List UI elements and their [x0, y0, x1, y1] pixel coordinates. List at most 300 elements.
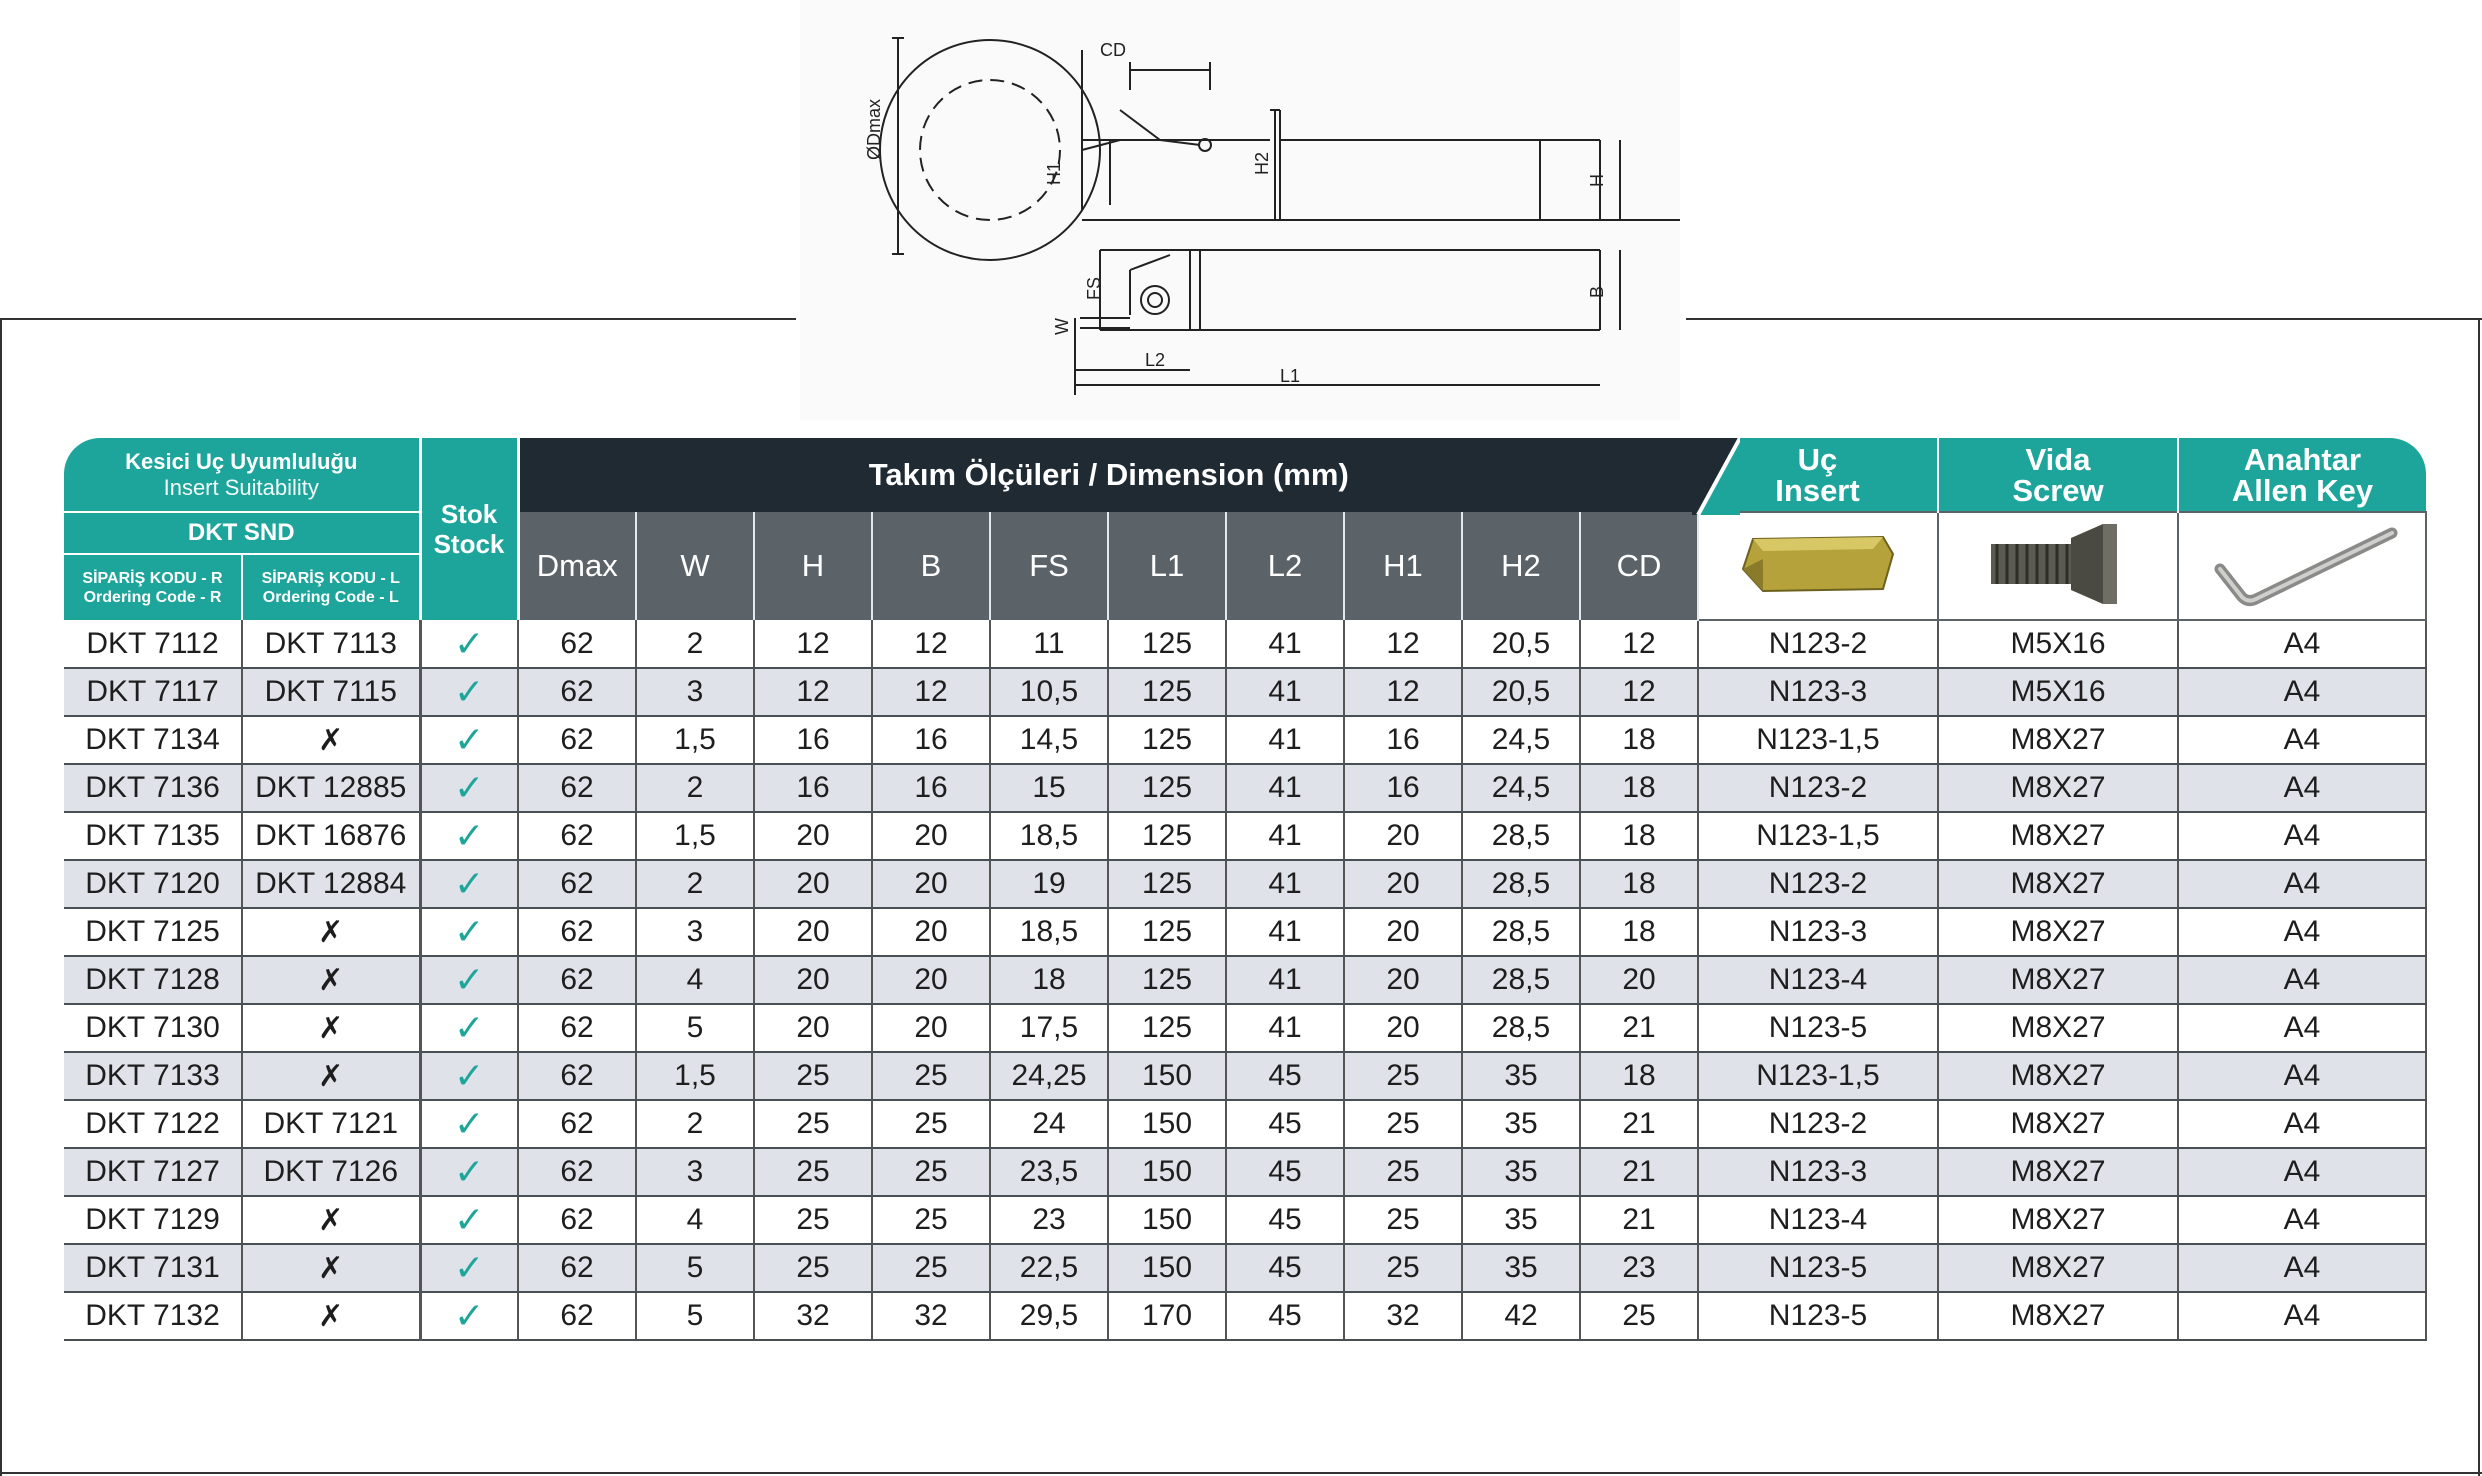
- order-code-l-header: [242, 554, 420, 620]
- cell-b: 16: [872, 764, 990, 812]
- table-row: [64, 956, 2426, 1004]
- check-icon: ✓: [420, 764, 518, 812]
- cell-screw-code: M8X27: [1938, 1148, 2178, 1196]
- cell-allen-key-code: A4: [2178, 956, 2426, 1004]
- cell-h1: 25: [1344, 1244, 1462, 1292]
- cell-fs: 10,5: [990, 668, 1108, 716]
- cell-screw-code: M8X27: [1938, 1052, 2178, 1100]
- table-row: [64, 1292, 2426, 1340]
- screw-header-tr: Vida: [2025, 441, 2091, 477]
- cell-h2: 20,5: [1462, 668, 1580, 716]
- cell-h: 25: [754, 1100, 872, 1148]
- cell-screw-code: M8X27: [1938, 812, 2178, 860]
- cell-fs: 14,5: [990, 716, 1108, 764]
- cell-insert-code: N123-1,5: [1698, 1052, 1938, 1100]
- cell-order-code-r: DKT 7136: [64, 764, 242, 812]
- cell-w: 3: [636, 908, 754, 956]
- screw-icon: [1983, 516, 2133, 612]
- cell-allen-key-code: A4: [2178, 1292, 2426, 1340]
- cell-insert-code: N123-4: [1698, 1196, 1938, 1244]
- cell-screw-code: M8X27: [1938, 1196, 2178, 1244]
- cell-w: 5: [636, 1292, 754, 1340]
- cell-dmax: 62: [518, 620, 636, 668]
- cell-dmax: 62: [518, 956, 636, 1004]
- cell-insert-code: N123-2: [1698, 620, 1938, 668]
- cell-insert-code: N123-4: [1698, 956, 1938, 1004]
- cell-l1: 150: [1108, 1244, 1226, 1292]
- table-row: [64, 860, 2426, 908]
- dimension-header-en: Dimension (mm): [1097, 457, 1349, 492]
- cell-b: 12: [872, 668, 990, 716]
- cell-insert-code: N123-1,5: [1698, 716, 1938, 764]
- cell-l1: 125: [1108, 860, 1226, 908]
- col-l1: L1: [1108, 512, 1226, 620]
- cell-l1: 170: [1108, 1292, 1226, 1340]
- cell-h1: 16: [1344, 716, 1462, 764]
- cell-cd: 18: [1580, 716, 1698, 764]
- cell-cd: 18: [1580, 812, 1698, 860]
- cell-screw-code: M8X27: [1938, 1100, 2178, 1148]
- cell-allen-key-code: A4: [2178, 1196, 2426, 1244]
- stock-header-tr: Stok: [440, 499, 498, 529]
- cell-insert-code: N123-5: [1698, 1244, 1938, 1292]
- order-code-l-tr: SİPARİŞ KODU - L: [261, 569, 400, 587]
- stock-header: [420, 438, 518, 620]
- insert-suitability-header: [64, 438, 420, 512]
- cell-b: 20: [872, 1004, 990, 1052]
- cell-insert-code: N123-5: [1698, 1004, 1938, 1052]
- cell-dmax: 62: [518, 1148, 636, 1196]
- col-cd: CD: [1580, 512, 1698, 620]
- cell-w: 2: [636, 620, 754, 668]
- cell-h: 20: [754, 908, 872, 956]
- insert-header-tr: Uç: [1797, 441, 1838, 477]
- cell-h2: 24,5: [1462, 764, 1580, 812]
- cell-dmax: 62: [518, 908, 636, 956]
- cell-b: 16: [872, 716, 990, 764]
- cell-w: 1,5: [636, 716, 754, 764]
- cell-w: 2: [636, 860, 754, 908]
- cell-dmax: 62: [518, 1052, 636, 1100]
- spec-table: [64, 438, 2427, 1341]
- frame-top-right: [1686, 318, 2482, 320]
- cell-order-code-r: DKT 7117: [64, 668, 242, 716]
- insert-suitability-subtitle: Insert Suitability: [163, 474, 319, 500]
- cell-h2: 24,5: [1462, 716, 1580, 764]
- cell-fs: 22,5: [990, 1244, 1108, 1292]
- cell-order-code-r: DKT 7125: [64, 908, 242, 956]
- table-row: [64, 1244, 2426, 1292]
- cell-l2: 41: [1226, 812, 1344, 860]
- header-slant-divider: [1692, 438, 1740, 515]
- cell-h: 32: [754, 1292, 872, 1340]
- cell-l1: 150: [1108, 1196, 1226, 1244]
- cell-insert-code: N123-5: [1698, 1292, 1938, 1340]
- cross-icon: ✗: [242, 1292, 420, 1340]
- cell-screw-code: M8X27: [1938, 1292, 2178, 1340]
- cell-h: 25: [754, 1196, 872, 1244]
- cell-fs: 19: [990, 860, 1108, 908]
- cell-cd: 21: [1580, 1004, 1698, 1052]
- cell-l1: 150: [1108, 1148, 1226, 1196]
- cell-order-code-r: DKT 7130: [64, 1004, 242, 1052]
- screw-header: [1938, 438, 2178, 512]
- check-icon: ✓: [420, 1292, 518, 1340]
- order-code-l-en: Ordering Code - L: [262, 588, 399, 606]
- cell-l2: 41: [1226, 1004, 1344, 1052]
- cell-h1: 12: [1344, 620, 1462, 668]
- cell-fs: 18,5: [990, 812, 1108, 860]
- check-icon: ✓: [420, 956, 518, 1004]
- frame-left: [0, 318, 2, 1476]
- cell-b: 12: [872, 620, 990, 668]
- cross-icon: ✗: [242, 956, 420, 1004]
- screw-header-en: Screw: [2012, 472, 2104, 508]
- cell-order-code-r: DKT 7135: [64, 812, 242, 860]
- table-row: [64, 812, 2426, 860]
- table-body: [64, 620, 2426, 1340]
- cell-allen-key-code: A4: [2178, 620, 2426, 668]
- cell-l1: 125: [1108, 1004, 1226, 1052]
- cell-h: 20: [754, 956, 872, 1004]
- cross-icon: ✗: [242, 908, 420, 956]
- cell-fs: 29,5: [990, 1292, 1108, 1340]
- cell-cd: 18: [1580, 860, 1698, 908]
- stock-header-en: Stock: [433, 529, 505, 559]
- drawing-label-l1: L1: [1280, 366, 1301, 386]
- cell-l2: 45: [1226, 1052, 1344, 1100]
- cell-h1: 16: [1344, 764, 1462, 812]
- cell-order-code-l: DKT 12884: [242, 860, 420, 908]
- cell-dmax: 62: [518, 1244, 636, 1292]
- cell-order-code-l: DKT 12885: [242, 764, 420, 812]
- cell-b: 25: [872, 1244, 990, 1292]
- cell-h: 12: [754, 668, 872, 716]
- allen-key-header: [2178, 438, 2426, 512]
- cell-screw-code: M8X27: [1938, 860, 2178, 908]
- cell-b: 25: [872, 1196, 990, 1244]
- cell-h2: 35: [1462, 1244, 1580, 1292]
- cell-b: 20: [872, 812, 990, 860]
- cell-screw-code: M8X27: [1938, 908, 2178, 956]
- order-code-r-en: Ordering Code - R: [83, 588, 222, 606]
- cell-fs: 24: [990, 1100, 1108, 1148]
- frame-top-left: [0, 318, 796, 320]
- cell-fs: 23,5: [990, 1148, 1108, 1196]
- col-dmax: Dmax: [518, 512, 636, 620]
- cell-h2: 28,5: [1462, 1004, 1580, 1052]
- cell-l2: 41: [1226, 764, 1344, 812]
- cell-insert-code: N123-2: [1698, 764, 1938, 812]
- cell-insert-code: N123-1,5: [1698, 812, 1938, 860]
- check-icon: ✓: [420, 620, 518, 668]
- allen-key-image-cell: [2178, 512, 2426, 620]
- drawing-label-w: W: [1052, 318, 1072, 335]
- cell-l2: 45: [1226, 1244, 1344, 1292]
- cell-l1: 125: [1108, 956, 1226, 1004]
- cell-fs: 11: [990, 620, 1108, 668]
- cell-allen-key-code: A4: [2178, 1148, 2426, 1196]
- cell-l2: 45: [1226, 1196, 1344, 1244]
- cell-order-code-l: DKT 7113: [242, 620, 420, 668]
- cross-icon: ✗: [242, 716, 420, 764]
- cell-allen-key-code: A4: [2178, 860, 2426, 908]
- cell-dmax: 62: [518, 764, 636, 812]
- check-icon: ✓: [420, 860, 518, 908]
- table-row: [64, 1052, 2426, 1100]
- check-icon: ✓: [420, 1196, 518, 1244]
- col-b: B: [872, 512, 990, 620]
- cell-l1: 125: [1108, 668, 1226, 716]
- cell-allen-key-code: A4: [2178, 668, 2426, 716]
- cell-cd: 21: [1580, 1148, 1698, 1196]
- cell-l1: 150: [1108, 1100, 1226, 1148]
- table-row: [64, 908, 2426, 956]
- allen-key-header-en: Allen Key: [2231, 472, 2374, 508]
- order-code-r-tr: SİPARİŞ KODU - R: [82, 569, 223, 587]
- check-icon: ✓: [420, 908, 518, 956]
- cell-h1: 20: [1344, 860, 1462, 908]
- cell-screw-code: M8X27: [1938, 956, 2178, 1004]
- insert-suitability-title: Kesici Uç Uyumluluğu: [125, 448, 358, 474]
- cross-icon: ✗: [242, 1052, 420, 1100]
- cell-fs: 18,5: [990, 908, 1108, 956]
- cell-h: 16: [754, 764, 872, 812]
- cell-order-code-r: DKT 7120: [64, 860, 242, 908]
- check-icon: ✓: [420, 1148, 518, 1196]
- check-icon: ✓: [420, 812, 518, 860]
- check-icon: ✓: [420, 1052, 518, 1100]
- cell-w: 3: [636, 1148, 754, 1196]
- cell-h2: 42: [1462, 1292, 1580, 1340]
- cell-l1: 125: [1108, 908, 1226, 956]
- cell-allen-key-code: A4: [2178, 1100, 2426, 1148]
- cell-w: 2: [636, 764, 754, 812]
- cell-screw-code: M5X16: [1938, 668, 2178, 716]
- allen-key-icon: [2202, 519, 2402, 609]
- cross-icon: ✗: [242, 1196, 420, 1244]
- cell-cd: 25: [1580, 1292, 1698, 1340]
- cell-order-code-l: DKT 16876: [242, 812, 420, 860]
- cell-order-code-r: DKT 7129: [64, 1196, 242, 1244]
- cell-h2: 35: [1462, 1196, 1580, 1244]
- table-row: [64, 668, 2426, 716]
- cell-cd: 21: [1580, 1196, 1698, 1244]
- series-header: DKT SND: [64, 512, 420, 554]
- cell-dmax: 62: [518, 1004, 636, 1052]
- cell-dmax: 62: [518, 812, 636, 860]
- cell-cd: 18: [1580, 908, 1698, 956]
- drawing-label-dmax: ØDmax: [864, 98, 884, 160]
- cell-h2: 28,5: [1462, 860, 1580, 908]
- drawing-label-h: H: [1587, 174, 1607, 187]
- cell-l1: 125: [1108, 716, 1226, 764]
- table-row: [64, 1196, 2426, 1244]
- allen-key-header-tr: Anahtar: [2243, 441, 2362, 477]
- cell-w: 4: [636, 956, 754, 1004]
- cell-allen-key-code: A4: [2178, 1244, 2426, 1292]
- table-row: [64, 764, 2426, 812]
- cell-dmax: 62: [518, 860, 636, 908]
- cell-h: 20: [754, 1004, 872, 1052]
- cell-order-code-r: DKT 7112: [64, 620, 242, 668]
- cell-h2: 28,5: [1462, 956, 1580, 1004]
- cell-b: 25: [872, 1148, 990, 1196]
- cell-l1: 125: [1108, 620, 1226, 668]
- cell-cd: 12: [1580, 668, 1698, 716]
- cell-screw-code: M8X27: [1938, 1004, 2178, 1052]
- cell-h2: 35: [1462, 1148, 1580, 1196]
- cell-fs: 23: [990, 1196, 1108, 1244]
- cell-l2: 41: [1226, 716, 1344, 764]
- cell-insert-code: N123-3: [1698, 1148, 1938, 1196]
- cell-order-code-r: DKT 7133: [64, 1052, 242, 1100]
- cell-dmax: 62: [518, 1100, 636, 1148]
- cell-cd: 20: [1580, 956, 1698, 1004]
- cell-insert-code: N123-2: [1698, 860, 1938, 908]
- cell-cd: 18: [1580, 764, 1698, 812]
- cell-dmax: 62: [518, 1196, 636, 1244]
- check-icon: ✓: [420, 716, 518, 764]
- cell-w: 2: [636, 1100, 754, 1148]
- cross-icon: ✗: [242, 1004, 420, 1052]
- drawing-label-b: B: [1587, 285, 1607, 298]
- cell-order-code-r: DKT 7127: [64, 1148, 242, 1196]
- cell-order-code-r: DKT 7131: [64, 1244, 242, 1292]
- cell-cd: 21: [1580, 1100, 1698, 1148]
- cell-l2: 41: [1226, 860, 1344, 908]
- cell-cd: 18: [1580, 1052, 1698, 1100]
- cell-w: 5: [636, 1004, 754, 1052]
- cell-h2: 20,5: [1462, 620, 1580, 668]
- cell-l2: 45: [1226, 1148, 1344, 1196]
- cell-b: 32: [872, 1292, 990, 1340]
- cell-l2: 41: [1226, 956, 1344, 1004]
- col-l2: L2: [1226, 512, 1344, 620]
- cell-l1: 150: [1108, 1052, 1226, 1100]
- cell-h1: 20: [1344, 956, 1462, 1004]
- cell-w: 5: [636, 1244, 754, 1292]
- cell-dmax: 62: [518, 716, 636, 764]
- check-icon: ✓: [420, 1244, 518, 1292]
- check-icon: ✓: [420, 1004, 518, 1052]
- cell-order-code-l: DKT 7121: [242, 1100, 420, 1148]
- cell-order-code-r: DKT 7132: [64, 1292, 242, 1340]
- cross-icon: ✗: [242, 1244, 420, 1292]
- cell-h: 20: [754, 812, 872, 860]
- cell-h1: 25: [1344, 1196, 1462, 1244]
- col-h: H: [754, 512, 872, 620]
- cell-h2: 35: [1462, 1100, 1580, 1148]
- cell-w: 4: [636, 1196, 754, 1244]
- cell-b: 20: [872, 860, 990, 908]
- cell-h: 25: [754, 1148, 872, 1196]
- cell-l1: 125: [1108, 812, 1226, 860]
- cell-l2: 41: [1226, 668, 1344, 716]
- cell-dmax: 62: [518, 668, 636, 716]
- cell-insert-code: N123-3: [1698, 908, 1938, 956]
- cell-fs: 15: [990, 764, 1108, 812]
- col-h1: H1: [1344, 512, 1462, 620]
- cell-b: 25: [872, 1100, 990, 1148]
- cell-dmax: 62: [518, 1292, 636, 1340]
- cell-h: 12: [754, 620, 872, 668]
- cell-h: 25: [754, 1052, 872, 1100]
- cell-allen-key-code: A4: [2178, 812, 2426, 860]
- cell-h1: 20: [1344, 908, 1462, 956]
- cell-h: 25: [754, 1244, 872, 1292]
- table-row: [64, 716, 2426, 764]
- cell-b: 20: [872, 956, 990, 1004]
- cell-h1: 12: [1344, 668, 1462, 716]
- cell-cd: 23: [1580, 1244, 1698, 1292]
- cell-insert-code: N123-3: [1698, 668, 1938, 716]
- table-row: [64, 1004, 2426, 1052]
- cell-allen-key-code: A4: [2178, 764, 2426, 812]
- cell-order-code-l: DKT 7126: [242, 1148, 420, 1196]
- cell-screw-code: M5X16: [1938, 620, 2178, 668]
- col-h2: H2: [1462, 512, 1580, 620]
- cell-l1: 125: [1108, 764, 1226, 812]
- insert-header-en: Insert: [1775, 472, 1860, 508]
- cell-fs: 24,25: [990, 1052, 1108, 1100]
- check-icon: ✓: [420, 1100, 518, 1148]
- cell-h: 16: [754, 716, 872, 764]
- cell-h2: 35: [1462, 1052, 1580, 1100]
- cell-cd: 12: [1580, 620, 1698, 668]
- drawing-label-l2: L2: [1145, 350, 1166, 370]
- frame-bottom: [0, 1472, 2482, 1474]
- cell-l2: 41: [1226, 908, 1344, 956]
- cell-l2: 45: [1226, 1292, 1344, 1340]
- cell-h1: 25: [1344, 1100, 1462, 1148]
- table-row: [64, 1148, 2426, 1196]
- frame-right: [2478, 318, 2480, 1476]
- cell-order-code-r: DKT 7128: [64, 956, 242, 1004]
- table-row: [64, 1100, 2426, 1148]
- cell-h2: 28,5: [1462, 812, 1580, 860]
- cell-w: 3: [636, 668, 754, 716]
- cell-b: 20: [872, 908, 990, 956]
- tool-drawing: [800, 0, 1680, 420]
- col-w: W: [636, 512, 754, 620]
- insert-image-cell: [1698, 512, 1938, 620]
- cell-fs: 17,5: [990, 1004, 1108, 1052]
- cell-h: 20: [754, 860, 872, 908]
- drawing-label-h2: H2: [1252, 151, 1272, 175]
- cell-order-code-r: DKT 7134: [64, 716, 242, 764]
- cell-order-code-l: DKT 7115: [242, 668, 420, 716]
- cell-allen-key-code: A4: [2178, 908, 2426, 956]
- check-icon: ✓: [420, 668, 518, 716]
- cell-allen-key-code: A4: [2178, 716, 2426, 764]
- cell-h2: 28,5: [1462, 908, 1580, 956]
- cell-insert-code: N123-2: [1698, 1100, 1938, 1148]
- drawing-label-fs: FS: [1084, 276, 1104, 300]
- cell-h1: 32: [1344, 1292, 1462, 1340]
- insert-icon: [1733, 519, 1903, 609]
- cell-screw-code: M8X27: [1938, 1244, 2178, 1292]
- cell-order-code-r: DKT 7122: [64, 1100, 242, 1148]
- drawing-label-cd: CD: [1100, 40, 1126, 60]
- cell-l2: 45: [1226, 1100, 1344, 1148]
- cell-h1: 20: [1344, 1004, 1462, 1052]
- cell-w: 1,5: [636, 1052, 754, 1100]
- cell-b: 25: [872, 1052, 990, 1100]
- cell-l2: 41: [1226, 620, 1344, 668]
- order-code-r-header: [64, 554, 242, 620]
- dimension-header-tr: Takım Ölçüleri /: [868, 457, 1098, 492]
